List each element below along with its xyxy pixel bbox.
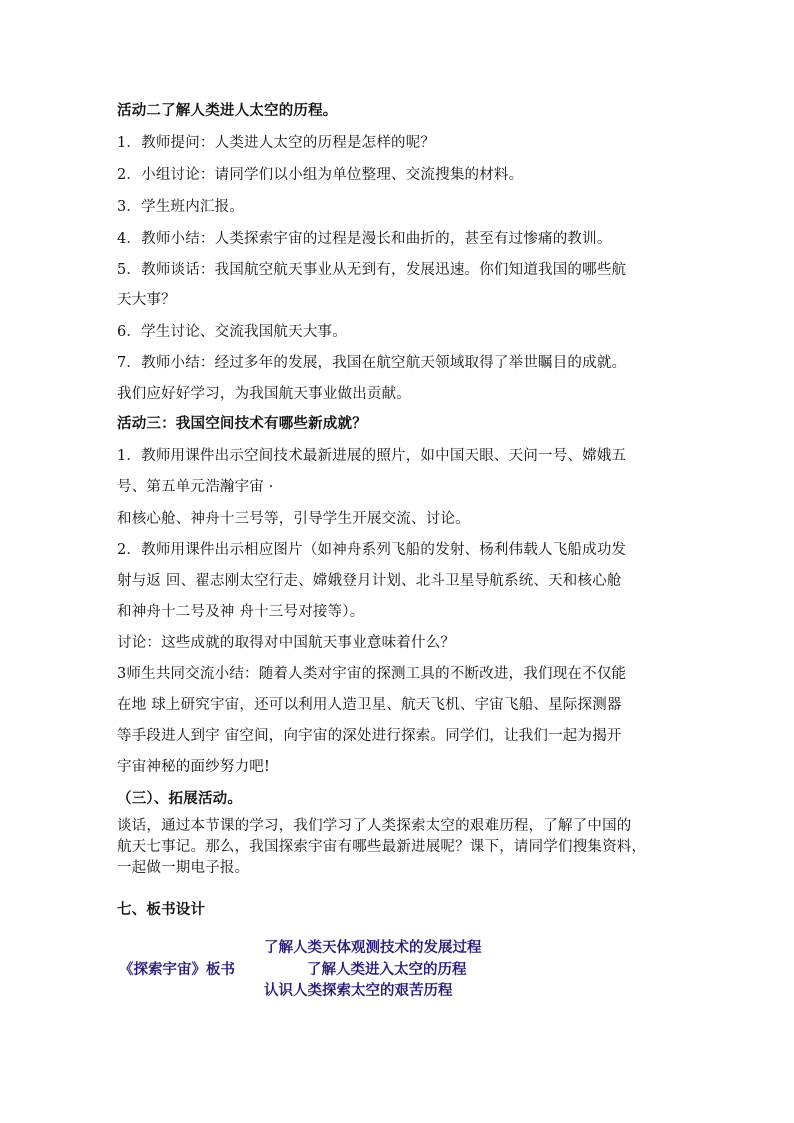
activity3-item-2: 2．教师用课件出示相应图片（如神舟系列飞船的发射、杨利伟载人飞船成功发 [117,542,627,558]
activity2-item-3: 3．学生班内汇报。 [117,199,245,215]
activity3-item-3-cont2: 等手段进人到宇 宙空间，向宇宙的深处进行探索。同学们，让我们一起为揭开 [117,728,622,744]
activity3-item-1: 1．教师用课件出示空间技术最新进展的照片，如中国天眼、天问一号、嫦娥五 [117,448,627,464]
activity3-item-2-cont2: 和神舟十二号及神 舟十三号对接等）。 [117,604,365,620]
activity3-item-1-cont: 号、第五单元浩瀚宇宙 · [117,479,274,495]
board-line-1: 了解人类天体观测技术的发展过程 [264,939,482,956]
board-line-2: 了解人类进入太空的历程 [307,961,467,978]
section7-heading: 七、板书设计 [117,901,206,918]
extension-line-2: 航天七事记。那么，我国探索宇宙有哪些最新进展呢？课下，请同学们搜集资料， [117,839,647,855]
activity2-item-4: 4．教师小结：人类探索宇宙的过程是漫长和曲折的，甚至有过惨痛的教训。 [117,231,612,247]
extension-heading: （三）、拓展活动。 [117,790,243,807]
activity2-item-5: 5．教师谈话：我国航空航天事业从无到有，发展迅速。你们知道我国的哪些航 [117,262,627,278]
activity2-heading: 活动二了解人类进人太空的历程。 [117,102,338,119]
activity3-discussion: 讨论：这些成就的取得对中国航天事业意味着什么？ [117,635,456,651]
activity2-item-7-cont: 我们应好好学习，为我国航天事业做出贡献。 [117,386,411,402]
activity3-item-3: 3师生共同交流小结：随着人类对宇宙的探测工具的不断改进，我们现在不仅能 [117,666,627,682]
board-title: 《探索宇宙》板书 [119,961,235,978]
activity3-item-1-cont2: 和核心舱、神舟十三号等，引导学生开展交流、讨论。 [117,511,470,527]
board-line-3: 认识人类探索太空的艰苦历程 [264,982,453,999]
activity2-item-6: 6．学生讨论、交流我国航天大事。 [117,324,347,340]
extension-line-3: 一起做一期电子报。 [117,860,250,876]
activity3-item-3-cont3: 宇宙神秘的面纱努力吧! [117,759,271,775]
activity3-item-2-cont: 射与返 回、翟志刚太空行走、嫦娥登月计划、北斗卫星导航系统、天和核心舱 [117,573,622,589]
activity2-item-5-cont: 天大事？ [117,292,176,308]
activity3-item-3-cont: 在地 球上研究宇宙，还可以利用人造卫星、航天飞机、宇宙飞船、星际探测器 [117,697,622,713]
activity2-item-1: 1．教师提问：人类进人太空的历程是怎样的呢？ [117,135,436,151]
activity2-item-7: 7．教师小结：经过多年的发展，我国在航空航天领域取得了举世瞩目的成就。 [117,355,627,371]
activity2-item-2: 2．小组讨论：请同学们以小组为单位整理、交流搜集的材料。 [117,167,524,183]
activity3-heading: 活动三：我国空间技术有哪些新成就？ [117,415,367,432]
extension-line-1: 谈话，通过本节课的学习，我们学习了人类探索太空的艰难历程，了解了中国的 [117,818,632,834]
